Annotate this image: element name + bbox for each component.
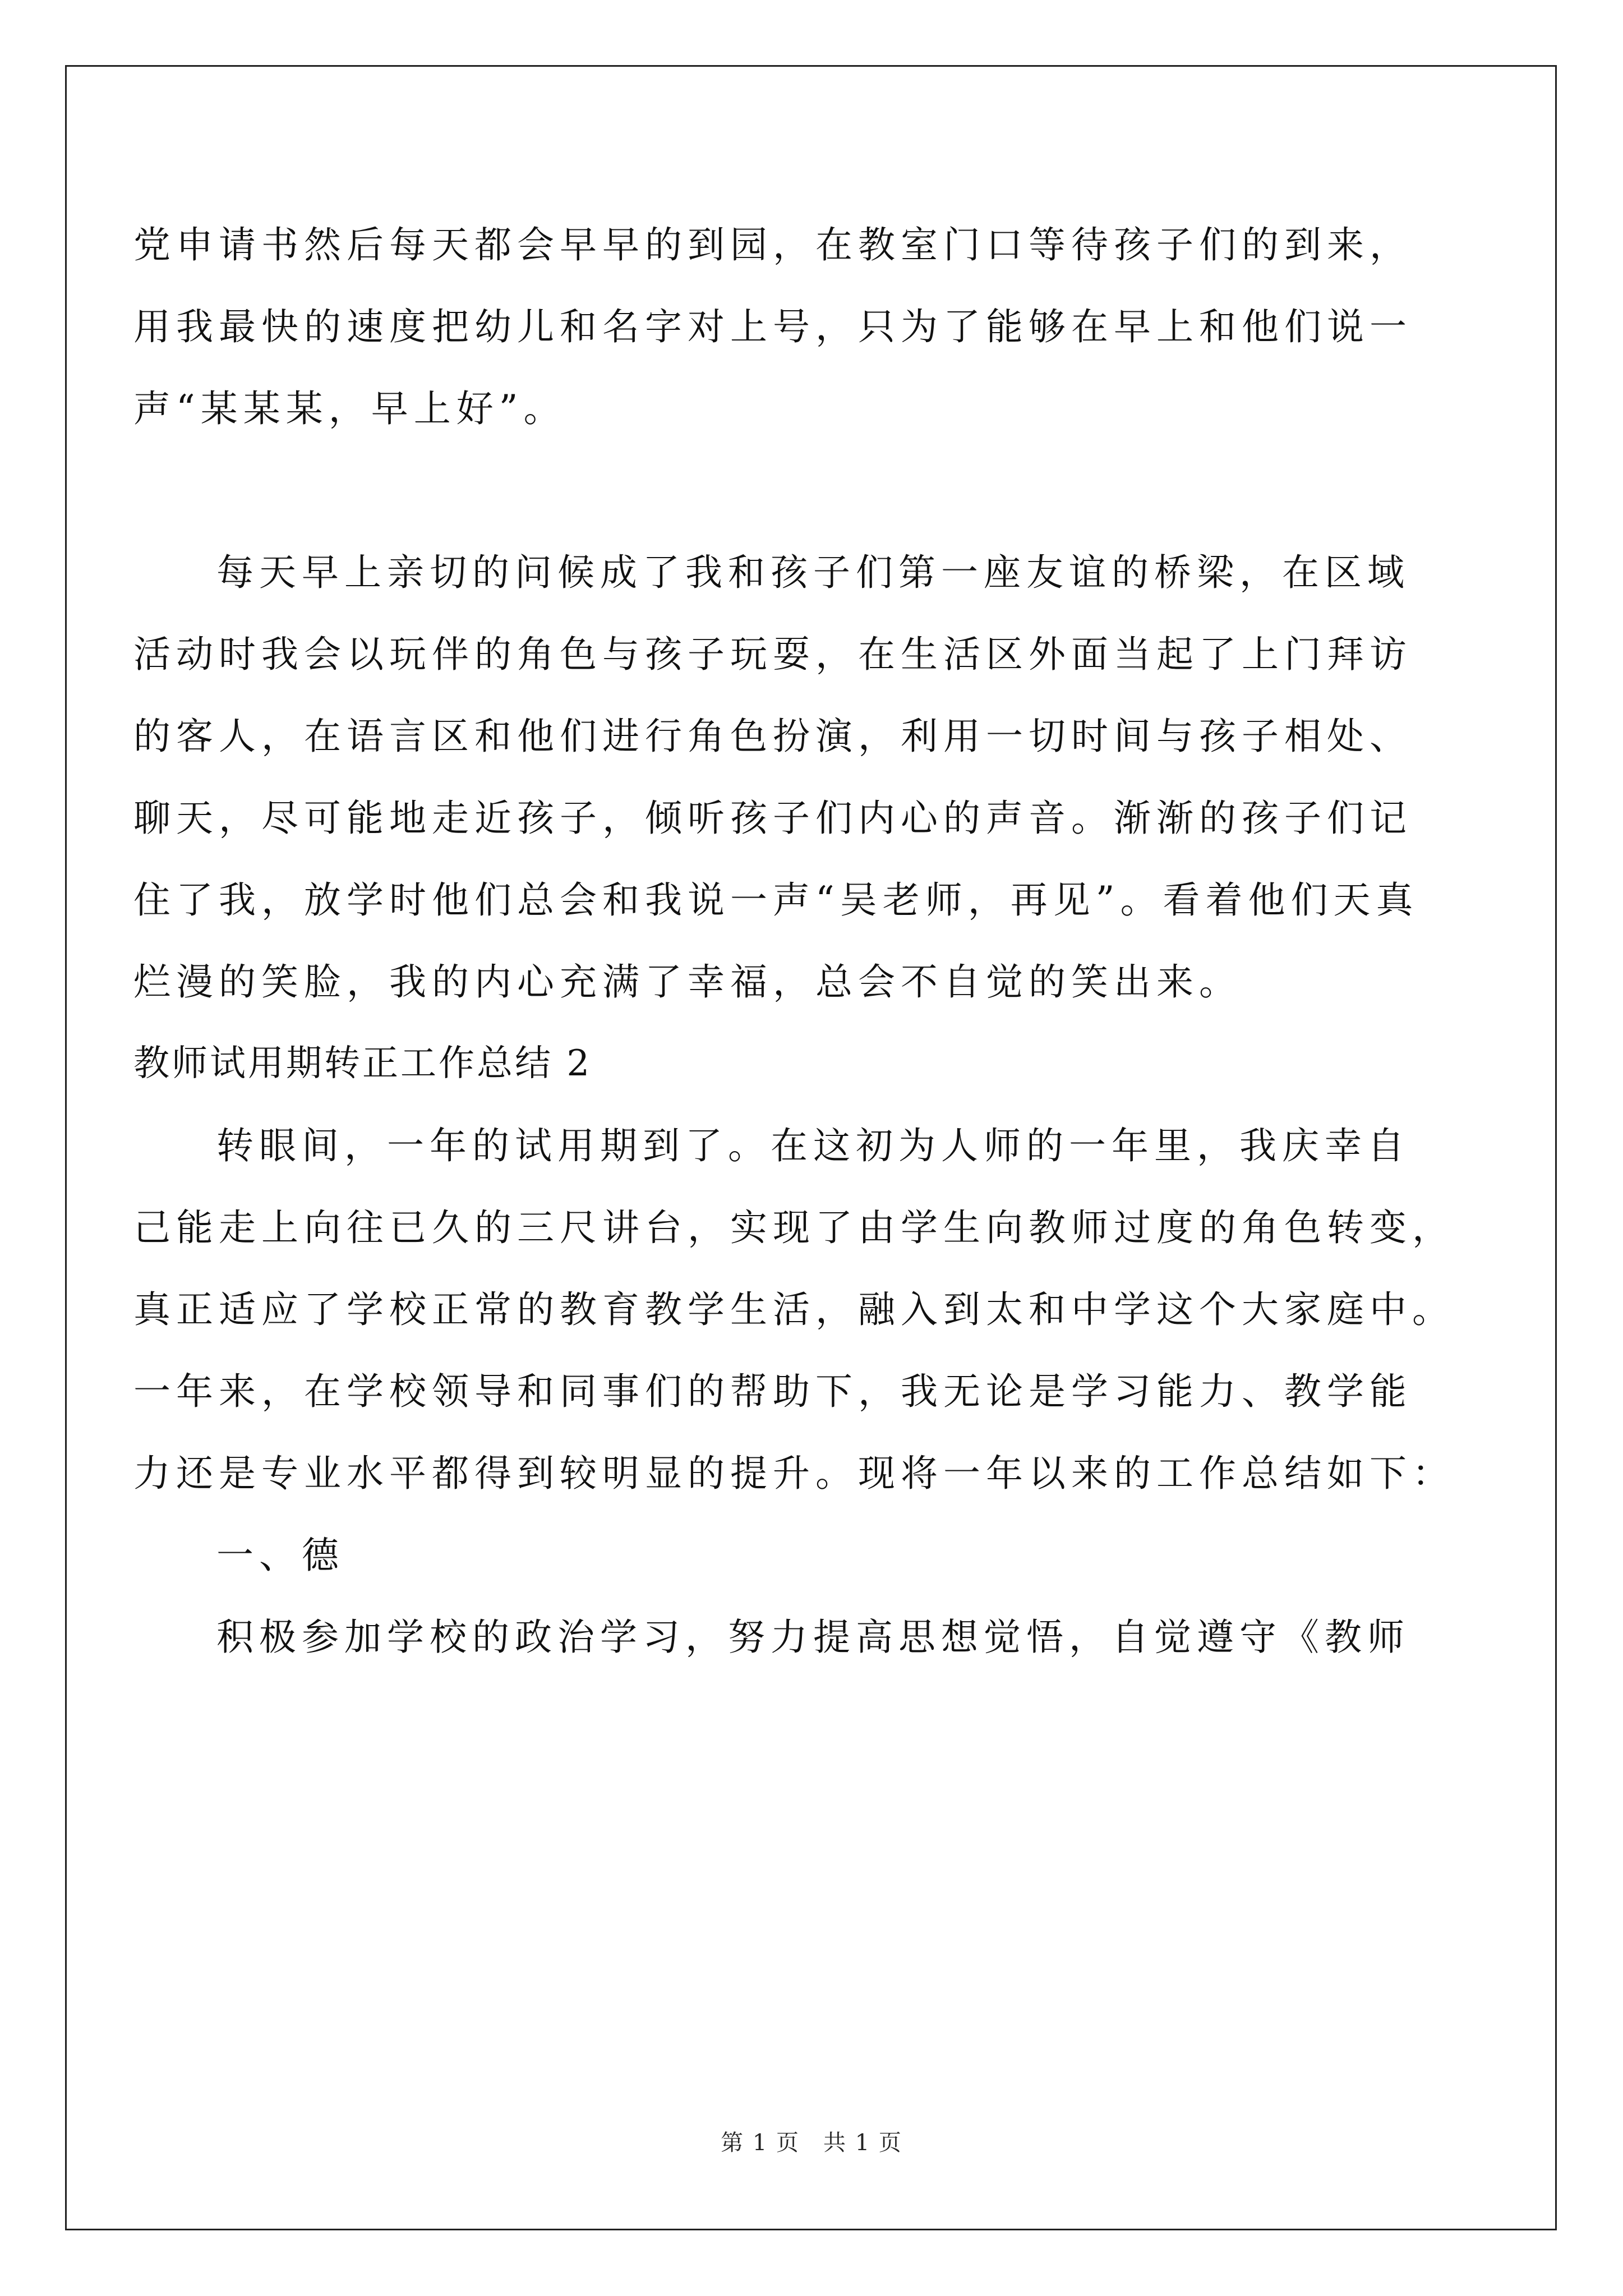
- paragraph-1-line-2: 用我最快的速度把幼儿和名字对上号，只为了能够在早上和他们说一: [133, 305, 1412, 348]
- paragraph-2-line-1: 每天早上亲切的问候成了我和孩子们第一座友谊的桥梁，在区域: [216, 551, 1410, 594]
- paragraph-4-line-1: 积极参加学校的政治学习，努力提高思想觉悟，自觉遵守《教师: [216, 1616, 1410, 1659]
- page-number-footer: 第 1 页 共 1 页: [721, 2130, 902, 2156]
- paragraph-2-line-3: 的客人，在语言区和他们进行角色扮演，利用一切时间与孩子相处、: [133, 715, 1412, 758]
- subheading-de: 一、德: [216, 1534, 344, 1577]
- section-title: 教师试用期转正工作总结 2: [133, 1043, 592, 1084]
- paragraph-1-line-3: 声“某某某，早上好”。: [133, 387, 566, 430]
- paragraph-3-line-2: 己能走上向往已久的三尺讲台，实现了由学生向教师过度的角色转变，: [133, 1206, 1455, 1249]
- paragraph-3-line-3: 真正适应了学校正常的教育教学生活，融入到太和中学这个大家庭中。: [133, 1288, 1455, 1331]
- paragraph-3-line-4: 一年来，在学校领导和同事们的帮助下，我无论是学习能力、教学能: [133, 1370, 1412, 1413]
- paragraph-3-line-1: 转眼间，一年的试用期到了。在这初为人师的一年里，我庆幸自: [216, 1124, 1410, 1167]
- paragraph-2-line-6: 烂漫的笑脸，我的内心充满了幸福，总会不自觉的笑出来。: [133, 960, 1242, 1004]
- paragraph-3-line-5: 力还是专业水平都得到较明显的提升。现将一年以来的工作总结如下：: [133, 1452, 1455, 1495]
- paragraph-2-line-2: 活动时我会以玩伴的角色与孩子玩耍，在生活区外面当起了上门拜访: [133, 633, 1412, 676]
- paragraph-1-line-1: 党申请书然后每天都会早早的到园，在教室门口等待孩子们的到来，: [133, 223, 1412, 266]
- paragraph-2-line-4: 聊天，尽可能地走近孩子，倾听孩子们内心的声音。渐渐的孩子们记: [133, 797, 1412, 840]
- paragraph-2-line-5: 住了我，放学时他们总会和我说一声“吴老师，再见”。看着他们天真: [133, 878, 1419, 922]
